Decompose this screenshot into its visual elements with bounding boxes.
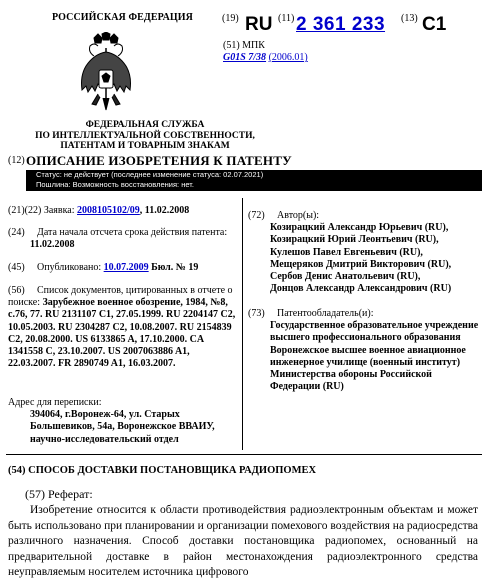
field-56 [8, 285, 238, 370]
service-line-2: ПО ИНТЕЛЛЕКТУАЛЬНОЙ СОБСТВЕННОСТИ, [35, 130, 255, 141]
author-item: Сербов Денис Анатольевич (RU), [270, 271, 421, 283]
ipc-class-link[interactable]: G01S 7/38 [223, 52, 267, 63]
bulletin-label: Бюл. № [151, 262, 186, 273]
invention-title-row [8, 465, 316, 476]
application-number-link[interactable]: 2008105102/09 [77, 205, 140, 216]
fee-line: Пошлина: Возможность восстановления: нет. [36, 179, 194, 189]
code-12: (12) [8, 155, 25, 166]
address-label: Адрес для переписки: [8, 397, 102, 408]
field-24-value: 11.02.2008 [30, 239, 75, 251]
field-56-text: Список документов, цитированных в отчете о поиске: [8, 285, 233, 309]
author-item: Кулешов Павел Евгеньевич (RU), [270, 246, 423, 258]
author-item: Козирацкий Юрий Леонтьевич (RU), [270, 234, 439, 246]
author-item: Козирацкий Александр Юрьевич (RU), [270, 222, 449, 234]
service-name [10, 120, 280, 152]
column-divider [242, 198, 243, 450]
status-line: Статус: не действует (последнее изменение статуса: 02.07.2021) [36, 170, 264, 179]
field-24-label: (24) [8, 227, 25, 238]
author-item: Мещеряков Дмитрий Викторович (RU), [270, 258, 452, 270]
field-56-label: (56) [8, 285, 25, 296]
status-bar [26, 170, 482, 191]
field-45 [8, 262, 238, 274]
country-name: РОССИЙСКАЯ ФЕДЕРАЦИЯ [52, 12, 194, 23]
field-45-text: Опубликовано: [37, 262, 102, 273]
code-54: (54) [8, 465, 26, 476]
field-73 [248, 308, 480, 393]
field-72-label: (72) [248, 210, 265, 221]
field-73-text: Патентообладатель(и): [277, 308, 374, 319]
code-11: (11) [278, 13, 295, 24]
ipc-row [223, 52, 308, 63]
field-24-text: Дата начала отсчета срока действия патента: [37, 227, 228, 238]
field-72-text: Автор(ы): [277, 210, 320, 221]
code-13: (13) [401, 13, 418, 24]
authors-list [248, 222, 480, 295]
service-line-3: ПАТЕНТАМ И ТОВАРНЫМ ЗНАКАМ [60, 141, 230, 151]
invention-title: СПОСОБ ДОСТАВКИ ПОСТАНОВЩИКА РАДИОПОМЕХ [28, 465, 317, 476]
application-label: (21)(22) Заявка: [8, 205, 75, 216]
publication-date-link[interactable]: 10.07.2009 [103, 262, 149, 273]
address-value: 394064, г.Воронеж-64, ул. Старых Большевиков, 54а, Воронежское ВВАИУ, научно-исследовательский отдел [30, 409, 215, 445]
kind-code: C1 [422, 14, 447, 35]
document-title: ОПИСАНИЕ ИЗОБРЕТЕНИЯ К ПАТЕНТУ [26, 153, 292, 168]
ipc-year-link[interactable]: (2006.01) [268, 52, 308, 63]
field-24 [8, 227, 238, 251]
abstract-text: Изобретение относится к области противодействия радиоэлектронным объектам и может быть использовано при планировании и организации помехового воздействия на радиосредства различного назначения. Способ доставки постановщика радиопомех, основанный на предварительной доставке в район местонахождения радиоэлектронного средства неуправляемым носителем источника цифрового [8, 504, 478, 578]
application-date: , 11.02.2008 [139, 205, 190, 216]
field-72 [248, 210, 480, 295]
coat-of-arms-icon [76, 32, 136, 114]
field-45-label: (45) [8, 262, 25, 273]
patent-holder: Государственное образовательное учреждение высшего профессионального образования Воронежское высшее военное авиационное инженерное училище (военный институт) Министерства обороны Российской Федерации (RU) [270, 320, 479, 393]
ipc-label: (51) МПК [223, 40, 265, 51]
bulletin-number: 19 [188, 262, 199, 273]
field-73-label: (73) [248, 308, 265, 319]
application-field [8, 205, 238, 217]
code-19: (19) [222, 13, 239, 24]
cited-documents: Зарубежное военное обозрение, 1984, №8, с.76, 77. RU 2131107 C1, 27.05.1999. RU 2204147 C2, 10.05.2003. RU 2304287 C2, 10.08.2007. RU 2154839 C2, 20.08.2000. US 6133865 A, 17.10.2000. CA 1341558 C, 23.10.2007. US 2007063886 A1, 22.03.2007. FR 2890749 A1, 16.03.2007. [8, 297, 236, 370]
section-divider [6, 454, 482, 455]
service-line-1: ФЕДЕРАЛЬНАЯ СЛУЖБА [85, 120, 205, 130]
patent-number-link[interactable]: 2 361 233 [296, 14, 386, 35]
abstract-heading: (57) Реферат: [25, 487, 93, 501]
address-field [8, 397, 238, 446]
country-code: RU [245, 14, 273, 35]
author-item: Донцов Александр Александрович (RU) [270, 283, 452, 295]
